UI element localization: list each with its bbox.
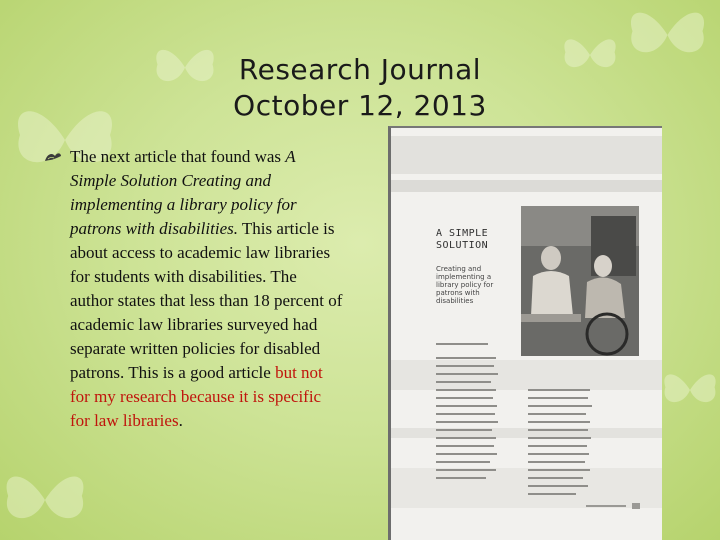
slide-title	[120, 52, 600, 124]
butterfly-decoration-icon	[615, 0, 720, 70]
butterfly-decoration-icon	[0, 460, 90, 540]
text-plain-2: This article is about access to academic law libraries for students with disabilities. The author states that less than 18 percent of academic law libraries surveyed had separate written policies for disabled patrons. This is a good article	[70, 219, 343, 382]
title-line-1: Research Journal	[238, 53, 482, 86]
text-red-emphasis: but not for my research because it is specific for law libraries	[70, 363, 323, 430]
article-subheading: Creating and implementing a library policy for patrons with disabilities	[436, 265, 494, 305]
article-title-italic: A Simple Solution Creating and implementing a library policy for patrons with disabilities.	[70, 147, 297, 238]
bullet-item	[44, 145, 344, 433]
article-body-text-lines	[436, 343, 646, 513]
bullet-text	[70, 145, 344, 433]
article-heading: A SIMPLE SOLUTION	[436, 228, 489, 251]
text-end: .	[178, 411, 183, 430]
article-photo	[521, 206, 639, 356]
article-scan-image	[388, 126, 662, 540]
title-line-2: October 12, 2013	[233, 89, 487, 122]
butterfly-bullet-icon	[44, 150, 62, 162]
butterfly-decoration-icon	[660, 330, 720, 450]
text-plain-1: The next article that found was	[70, 147, 286, 166]
